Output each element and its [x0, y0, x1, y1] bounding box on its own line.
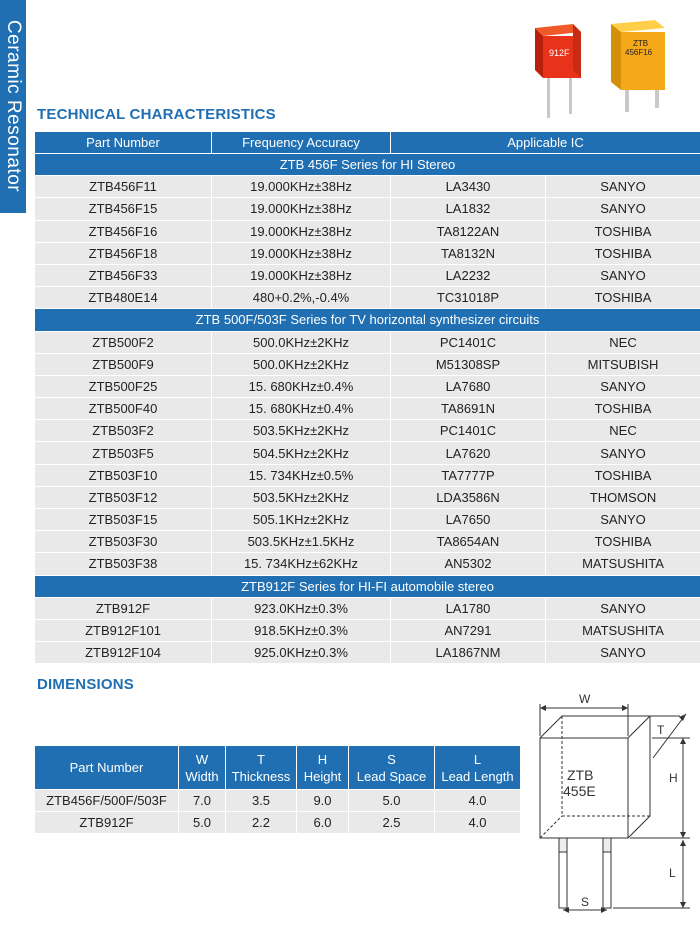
table-row	[35, 464, 700, 486]
diagram-w-label: W	[579, 692, 591, 706]
table-row	[35, 198, 700, 220]
series-row	[35, 309, 700, 331]
frequency-cell: 15. 680KHz±0.4%	[212, 375, 391, 397]
dim-cell: 4.0	[435, 790, 521, 812]
table-row	[35, 220, 700, 242]
table-row	[35, 287, 700, 309]
dim-header-cell	[35, 746, 179, 790]
part-number-cell: ZTB500F9	[35, 353, 212, 375]
table-row	[35, 812, 521, 834]
frequency-cell: 505.1KHz±2KHz	[212, 509, 391, 531]
col-part-number: Part Number	[35, 132, 212, 154]
table-row	[35, 442, 700, 464]
ic-cell: TA8691N	[391, 398, 546, 420]
dim-cell: 6.0	[297, 812, 349, 834]
dim-cell: 9.0	[297, 790, 349, 812]
ic-cell: LA3430	[391, 176, 546, 198]
frequency-cell: 480+0.2%,-0.4%	[212, 287, 391, 309]
part-number-cell: ZTB456F11	[35, 176, 212, 198]
part-number-cell: ZTB500F2	[35, 331, 212, 353]
ic-cell: LA7680	[391, 375, 546, 397]
dim-header-top: S	[387, 751, 396, 767]
series-row	[35, 154, 700, 176]
part-number-cell: ZTB503F38	[35, 553, 212, 575]
side-tab-label: Ceramic Resonator	[3, 19, 24, 193]
col-frequency: Frequency Accuracy	[212, 132, 391, 154]
dim-header-cell	[435, 746, 521, 790]
table-header-row	[35, 132, 700, 154]
frequency-cell: 500.0KHz±2KHz	[212, 331, 391, 353]
part-number-cell: ZTB912F104	[35, 642, 212, 664]
manufacturer-cell: TOSHIBA	[546, 531, 700, 553]
ic-cell: M51308SP	[391, 353, 546, 375]
ic-cell: LA1832	[391, 198, 546, 220]
part-number-cell: ZTB503F2	[35, 420, 212, 442]
part-number-cell: ZTB500F25	[35, 375, 212, 397]
part-number-cell: ZTB912F101	[35, 619, 212, 641]
table-row	[35, 398, 700, 420]
table-row	[35, 331, 700, 353]
dim-header-bottom: Lead Length	[441, 768, 514, 784]
dim-header-row	[35, 746, 521, 790]
part-number-cell: ZTB456F16	[35, 220, 212, 242]
frequency-cell: 19.000KHz±38Hz	[212, 220, 391, 242]
dimensions-table	[34, 745, 521, 834]
dimension-diagram	[525, 690, 700, 920]
part-number-cell: ZTB456F15	[35, 198, 212, 220]
table-row	[35, 486, 700, 508]
manufacturer-cell: TOSHIBA	[546, 398, 700, 420]
ic-cell: PC1401C	[391, 331, 546, 353]
part-number-cell: ZTB503F30	[35, 531, 212, 553]
part-number-cell: ZTB503F10	[35, 464, 212, 486]
dim-header-top: L	[473, 751, 482, 767]
table-row	[35, 509, 700, 531]
dim-header-top: W	[195, 751, 209, 767]
frequency-cell: 923.0KHz±0.3%	[212, 597, 391, 619]
part-number-cell: ZTB456F18	[35, 242, 212, 264]
manufacturer-cell: SANYO	[546, 597, 700, 619]
manufacturer-cell: SANYO	[546, 198, 700, 220]
ic-cell: LA7650	[391, 509, 546, 531]
dim-header-top: T	[257, 751, 265, 767]
part-number-cell: ZTB912F	[35, 597, 212, 619]
dimensions-heading: DIMENSIONS	[37, 676, 135, 693]
dim-header-cell	[297, 746, 349, 790]
ic-cell: TA8654AN	[391, 531, 546, 553]
table-row	[35, 375, 700, 397]
dim-header-bottom: Height	[303, 768, 342, 784]
orange-part-label-1: ZTB	[633, 39, 649, 48]
frequency-cell: 19.000KHz±38Hz	[212, 242, 391, 264]
manufacturer-cell: TOSHIBA	[546, 287, 700, 309]
ic-cell: AN7291	[391, 619, 546, 641]
manufacturer-cell: NEC	[546, 331, 700, 353]
dim-cell: 2.2	[226, 812, 297, 834]
dim-cell: ZTB456F/500F/503F	[35, 790, 179, 812]
ic-cell: TC31018P	[391, 287, 546, 309]
diagram-h-label: H	[669, 771, 678, 785]
dim-cell: 4.0	[435, 812, 521, 834]
manufacturer-cell: SANYO	[546, 176, 700, 198]
part-number-cell: ZTB503F15	[35, 509, 212, 531]
table-row	[35, 642, 700, 664]
ic-cell: TA7777P	[391, 464, 546, 486]
diagram-t-label: T	[657, 723, 665, 737]
series-title: ZTB912F Series for HI-FI automobile stereo	[35, 575, 700, 597]
manufacturer-cell: NEC	[546, 420, 700, 442]
technical-heading: TECHNICAL CHARACTERISTICS	[37, 106, 276, 123]
red-resonator-image	[535, 24, 581, 118]
product-photo	[525, 10, 700, 122]
diagram-part-label-2: 455E	[563, 783, 596, 799]
manufacturer-cell: SANYO	[546, 264, 700, 286]
dim-header-cell	[226, 746, 297, 790]
diagram-s-label: S	[581, 895, 590, 909]
manufacturer-cell: SANYO	[546, 642, 700, 664]
frequency-cell: 19.000KHz±38Hz	[212, 198, 391, 220]
dim-header-bottom: Thickness	[231, 768, 291, 784]
manufacturer-cell: TOSHIBA	[546, 464, 700, 486]
dim-header-cell	[349, 746, 435, 790]
series-title: ZTB 456F Series for HI Stereo	[35, 154, 700, 176]
manufacturer-cell: SANYO	[546, 509, 700, 531]
dim-cell: 3.5	[226, 790, 297, 812]
technical-table	[34, 131, 700, 664]
part-number-cell: ZTB503F12	[35, 486, 212, 508]
ic-cell: TA8132N	[391, 242, 546, 264]
dim-cell: 7.0	[179, 790, 226, 812]
manufacturer-cell: THOMSON	[546, 486, 700, 508]
ic-cell: TA8122AN	[391, 220, 546, 242]
dim-cell: ZTB912F	[35, 812, 179, 834]
frequency-cell: 918.5KHz±0.3%	[212, 619, 391, 641]
table-row	[35, 553, 700, 575]
frequency-cell: 19.000KHz±38Hz	[212, 264, 391, 286]
table-row	[35, 597, 700, 619]
frequency-cell: 19.000KHz±38Hz	[212, 176, 391, 198]
col-applicable-ic: Applicable IC	[391, 132, 700, 154]
frequency-cell: 15. 734KHz±0.5%	[212, 464, 391, 486]
ic-cell: LA7620	[391, 442, 546, 464]
diagram-part-label-1: ZTB	[567, 767, 594, 783]
manufacturer-cell: MATSUSHITA	[546, 619, 700, 641]
dim-cell: 5.0	[349, 790, 435, 812]
frequency-cell: 925.0KHz±0.3%	[212, 642, 391, 664]
table-row	[35, 790, 521, 812]
part-number-cell: ZTB456F33	[35, 264, 212, 286]
manufacturer-cell: SANYO	[546, 442, 700, 464]
ic-cell: LA1780	[391, 597, 546, 619]
frequency-cell: 500.0KHz±2KHz	[212, 353, 391, 375]
table-row	[35, 353, 700, 375]
orange-resonator-image	[611, 20, 665, 112]
red-part-label: 912F	[549, 48, 570, 58]
dim-cell: 5.0	[179, 812, 226, 834]
ic-cell: LA1867NM	[391, 642, 546, 664]
diagram-l-label: L	[669, 866, 676, 880]
frequency-cell: 15. 734KHz±62KHz	[212, 553, 391, 575]
table-row	[35, 242, 700, 264]
frequency-cell: 503.5KHz±1.5KHz	[212, 531, 391, 553]
dim-header-top: Part Number	[69, 760, 144, 775]
frequency-cell: 15. 680KHz±0.4%	[212, 398, 391, 420]
frequency-cell: 504.5KHz±2KHz	[212, 442, 391, 464]
manufacturer-cell: TOSHIBA	[546, 220, 700, 242]
series-title: ZTB 500F/503F Series for TV horizontal synthesizer circuits	[35, 309, 700, 331]
table-row	[35, 176, 700, 198]
frequency-cell: 503.5KHz±2KHz	[212, 420, 391, 442]
dim-header-bottom: Lead Space	[356, 768, 427, 784]
dim-header-top: H	[317, 751, 328, 767]
dim-header-bottom: Width	[185, 768, 219, 784]
manufacturer-cell: TOSHIBA	[546, 242, 700, 264]
part-number-cell: ZTB500F40	[35, 398, 212, 420]
dim-cell: 2.5	[349, 812, 435, 834]
ic-cell: AN5302	[391, 553, 546, 575]
manufacturer-cell: MITSUBISH	[546, 353, 700, 375]
frequency-cell: 503.5KHz±2KHz	[212, 486, 391, 508]
side-tab	[0, 0, 26, 213]
manufacturer-cell: MATSUSHITA	[546, 553, 700, 575]
series-row	[35, 575, 700, 597]
table-row	[35, 531, 700, 553]
table-row	[35, 264, 700, 286]
part-number-cell: ZTB503F5	[35, 442, 212, 464]
orange-part-label-2: 456F16	[625, 48, 653, 57]
ic-cell: LA2232	[391, 264, 546, 286]
dim-header-cell	[179, 746, 226, 790]
manufacturer-cell: SANYO	[546, 375, 700, 397]
table-row	[35, 619, 700, 641]
part-number-cell: ZTB480E14	[35, 287, 212, 309]
ic-cell: PC1401C	[391, 420, 546, 442]
table-row	[35, 420, 700, 442]
ic-cell: LDA3586N	[391, 486, 546, 508]
